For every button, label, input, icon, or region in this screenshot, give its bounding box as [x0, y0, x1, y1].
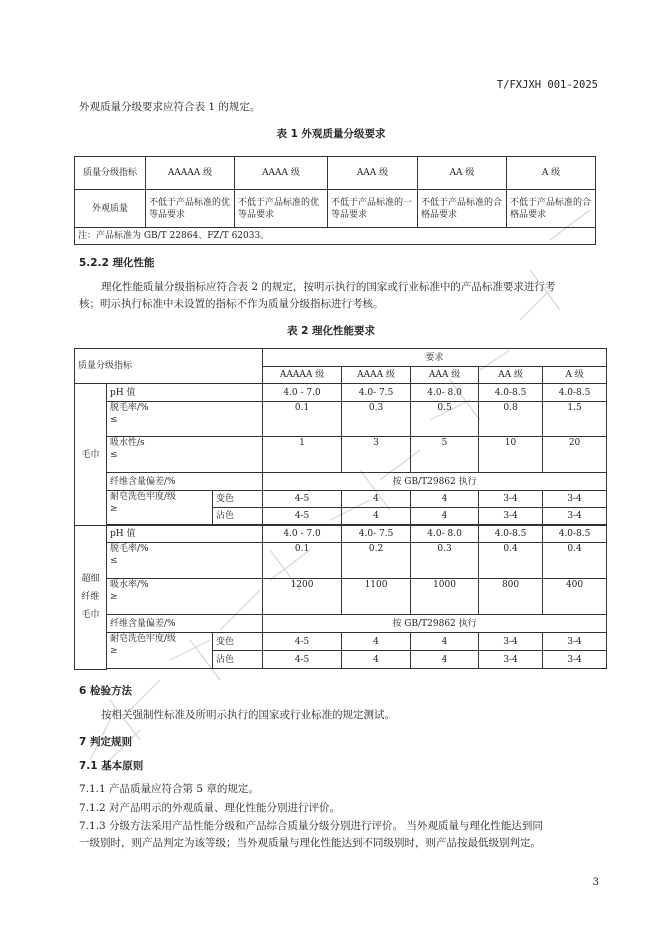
table2-cell: 4: [342, 491, 411, 508]
table2-cell: 3-4: [543, 651, 607, 669]
table2-fiber-value: 按 GB/T29862 执行: [263, 473, 607, 491]
table1-appearance: [74, 156, 596, 245]
table2-fastness-label: 耐皂洗色牢度/级 ≥: [107, 633, 213, 669]
section-6-heading: 6 检验方法: [79, 685, 132, 697]
table2-cell: 4: [342, 651, 411, 669]
table2-cell: 4.0- 8.0: [411, 526, 479, 543]
table2-cell: 4.0- 7.5: [342, 526, 411, 543]
page-number: 3: [592, 877, 599, 888]
table2-ph-label: pH 值: [107, 384, 263, 402]
table2-cell: 4-5: [263, 633, 342, 651]
table2-header-label: 质量分级指标: [75, 349, 263, 384]
table2-cell: 4.0 - 7.0: [263, 526, 342, 543]
table2-physchem: [74, 348, 607, 670]
table2-cell: 3: [342, 437, 411, 473]
table2-cell: 0.2: [342, 543, 411, 579]
table2-grade: AAA 级: [411, 367, 479, 384]
table2-req-label: 要求: [263, 349, 607, 367]
table1-caption: 表 1 外观质量分级要求: [276, 128, 386, 140]
table1-cell: 不低于产品标准的优等品要求: [146, 190, 235, 228]
table2-fiber-value: 按 GB/T29862 执行: [263, 615, 607, 633]
table2-cell: 4.0- 7.5: [342, 384, 411, 402]
table2-water-label: 吸水率/% ≥: [107, 579, 263, 615]
table2-cell: 4.0 - 7.0: [263, 384, 342, 402]
table2-cell: 3-4: [479, 508, 543, 525]
table2-cell: 4: [411, 651, 479, 669]
table2-cell: 20: [543, 437, 607, 473]
table1-grade: AAAAA 级: [146, 157, 235, 190]
table1-grade: A 级: [507, 157, 596, 190]
intro-paragraph: 外观质量分级要求应符合表 1 的规定。: [79, 101, 261, 113]
section-7-heading: 7 判定规则: [79, 736, 132, 748]
table2-cell: 4: [342, 633, 411, 651]
clause-712: 7.1.2 对产品明示的外观质量、理化性能分别进行评价。: [79, 802, 341, 814]
table2-cell: 3-4: [543, 491, 607, 508]
table2-change-label: 变色: [213, 633, 263, 651]
section-6-para: 按相关强制性标准及所明示执行的国家或行业标准的规定测试。: [101, 709, 395, 721]
table2-cell: 4-5: [263, 508, 342, 525]
section-71-heading: 7.1 基本原则: [79, 760, 144, 772]
table1-cell: 不低于产品标准的合格品要求: [507, 190, 596, 228]
table2-cell: 4.0-8.5: [543, 384, 607, 402]
section-522-para-line1: 理化性能质量分级指标应符合表 2 的规定，按明示执行的国家或行业标准中的产品标准要求进行考: [101, 281, 556, 293]
table2-cell: 4: [411, 491, 479, 508]
table2-cell: 4.0-8.5: [479, 384, 543, 402]
table2-water-label: 吸水性/s ≤: [107, 437, 263, 473]
table2-group-name: 超细纤维毛巾: [75, 526, 107, 670]
table1-note: 注：产品标准为 GB/T 22864、FZ/T 62033。: [75, 228, 596, 245]
table2-cell: 3-4: [543, 508, 607, 525]
table2-change-label: 变色: [213, 491, 263, 508]
table1-cell: 不低于产品标准的优等品要求: [235, 190, 328, 228]
table2-cell: 4-5: [263, 491, 342, 508]
table1-grade: AAAA 级: [235, 157, 328, 190]
table2-cell: 4.0-8.5: [479, 526, 543, 543]
table2-grade: AA 级: [479, 367, 543, 384]
table2-cell: 3-4: [543, 633, 607, 651]
table2-cell: 0.8: [479, 402, 543, 437]
table2-cell: 400: [543, 579, 607, 615]
table2-cell: 4.0- 8.0: [411, 384, 479, 402]
table2-lint-label: 脱毛率/% ≤: [107, 402, 263, 437]
table2-cell: 1200: [263, 579, 342, 615]
table2-cell: 4: [411, 633, 479, 651]
table1-row-label: 外观质量: [75, 190, 146, 228]
table2-fiber-label: 纤维含量偏差/%: [107, 615, 263, 633]
table2-cell: 0.4: [543, 543, 607, 579]
table2-cell: 4.0-8.5: [543, 526, 607, 543]
section-522-para-line2: 核；明示执行标准中未设置的指标不作为质量分级指标进行考核。: [79, 298, 384, 310]
section-522-heading: 5.2.2 理化性能: [79, 257, 155, 269]
table2-cell: 0.5: [411, 402, 479, 437]
table2-cell: 4: [411, 508, 479, 525]
clause-713-line1: 7.1.3 分级方法采用产品性能分级和产品综合质量分级分别进行评价。 当外观质量与理化性能达到同: [79, 820, 543, 832]
table2-cell: 0.3: [411, 543, 479, 579]
table1-grade: AAA 级: [328, 157, 418, 190]
table2-cell: 800: [479, 579, 543, 615]
clause-713-line2: 一级别时，则产品判定为该等级；当外观质量与理化性能达到不同级别时，则产品按最低级别判定。: [79, 837, 541, 849]
table2-cell: 0.1: [263, 543, 342, 579]
table1-grade: AA 级: [418, 157, 507, 190]
clause-711: 7.1.1 产品质量应符合第 5 章的规定。: [79, 783, 259, 795]
table2-cell: 0.3: [342, 402, 411, 437]
table2-cell: 5: [411, 437, 479, 473]
table2-lint-label: 脱毛率/% ≤: [107, 543, 263, 579]
table2-grade: AAAAA 级: [263, 367, 342, 384]
table2-stain-label: 沾色: [213, 508, 263, 525]
document-code: T/FXJXH 001-2025: [496, 79, 598, 91]
table2-grade: AAAA 级: [342, 367, 411, 384]
table2-ph-label: pH 值: [107, 526, 263, 543]
table2-cell: 4-5: [263, 651, 342, 669]
table1-cell: 不低于产品标准的合格品要求: [418, 190, 507, 228]
table2-fiber-label: 纤维含量偏差/%: [107, 473, 263, 491]
table2-cell: 1: [263, 437, 342, 473]
table2-cell: 3-4: [479, 491, 543, 508]
table2-cell: 1.5: [543, 402, 607, 437]
table2-cell: 3-4: [479, 651, 543, 669]
table2-cell: 4: [342, 508, 411, 525]
table2-fastness-label: 耐皂洗色牢度/级 ≥: [107, 491, 213, 525]
table2-stain-label: 沾色: [213, 651, 263, 669]
table2-caption: 表 2 理化性能要求: [286, 325, 376, 337]
table2-cell: 1100: [342, 579, 411, 615]
table2-cell: 3-4: [479, 633, 543, 651]
table2-cell: 1000: [411, 579, 479, 615]
table1-header-label: 质量分级指标: [75, 157, 146, 190]
table2-cell: 0.1: [263, 402, 342, 437]
table2-grade: A 级: [543, 367, 607, 384]
table1-cell: 不低于产品标准的一等品要求: [328, 190, 418, 228]
table2-cell: 0.4: [479, 543, 543, 579]
table2-cell: 10: [479, 437, 543, 473]
table2-group-name: 毛巾: [75, 384, 107, 526]
